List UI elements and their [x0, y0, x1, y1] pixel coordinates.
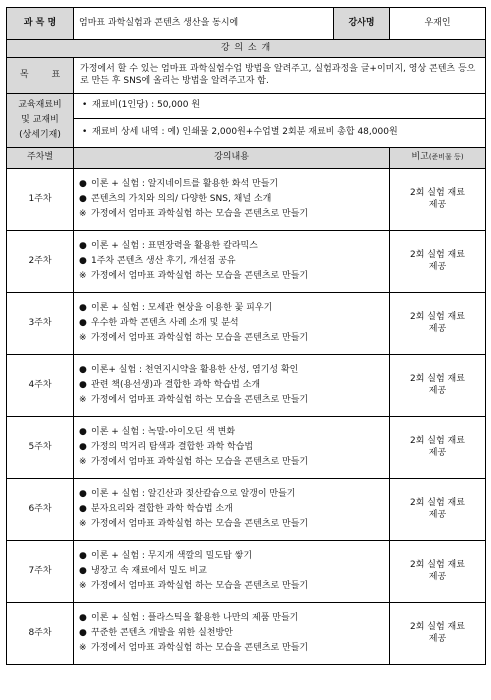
bullet-icon: ●	[79, 179, 87, 189]
remark-line-1: 2회 실험 재료	[410, 312, 465, 323]
content-note	[79, 207, 387, 222]
remark-line-1: 2회 실험 재료	[410, 560, 465, 571]
header-row	[7, 8, 486, 40]
content-line-2	[79, 378, 387, 393]
bullet-icon: ●	[79, 613, 87, 623]
content-note	[79, 455, 387, 470]
content-note	[79, 331, 387, 346]
week-rows	[7, 169, 486, 665]
table-row	[7, 603, 486, 665]
materials-bullet-icon: •	[82, 100, 88, 111]
goal-text: 가정에서 할 수 있는 엄마표 과학실험수업 방법을 알려주고, 실험과정을 글+이미지, 영상 콘텐츠 등으로 만든 후 SNS에 올리는 방법을 알려주고자 함.	[74, 58, 486, 94]
content-line-text: 1주차 콘텐츠 생산 후기, 개선점 공유	[91, 256, 236, 266]
instructor-name: 우재인	[390, 8, 486, 40]
bullet-icon: ●	[79, 504, 87, 514]
remark-line-1: 2회 실험 재료	[410, 374, 465, 385]
content-line-1	[79, 611, 387, 626]
note-mark-icon: ※	[79, 519, 87, 529]
week-content-list	[74, 239, 389, 284]
instructor-label: 강사명	[334, 8, 390, 40]
content-note-text: 가정에서 엄마표 과학실험 하는 모습을 콘텐츠로 만들기	[91, 457, 309, 467]
section-title: 강 의 소 개	[7, 40, 486, 58]
remark-header-sub: (준비물 등)	[428, 153, 464, 162]
goal-label: 목 표	[7, 58, 74, 94]
week-content	[74, 231, 390, 293]
materials-item-detail	[74, 119, 486, 148]
week-content-list	[74, 611, 389, 656]
week-label: 7주차	[7, 541, 74, 603]
content-line-1	[79, 363, 387, 378]
week-remark	[390, 293, 486, 355]
bullet-icon: ●	[79, 365, 87, 375]
week-remark	[390, 603, 486, 665]
remark-line-1: 2회 실험 재료	[410, 436, 465, 447]
materials-item-fee	[74, 94, 486, 119]
bullet-icon: ●	[79, 566, 87, 576]
content-line-2	[79, 564, 387, 579]
content-line-2	[79, 316, 387, 331]
week-content	[74, 541, 390, 603]
content-note	[79, 641, 387, 656]
week-content	[74, 603, 390, 665]
course-name: 엄마표 과학실험과 콘텐츠 생산을 동시에	[74, 8, 334, 40]
content-line-text: 이론+ 실험 : 천연지시약을 활용한 산성, 염기성 확인	[91, 365, 299, 375]
goal-row	[7, 58, 486, 94]
week-label: 3주차	[7, 293, 74, 355]
materials-item-detail-text: 재료비 상세 내역 : 예) 인쇄물 2,000원+수업별 2회분 재료비 총합 48,000원	[92, 127, 398, 138]
section-title-row	[7, 40, 486, 58]
materials-label-line-3: (상세기재)	[19, 130, 61, 140]
content-line-text: 이론 + 실험 : 무지개 색깔의 밀도탑 쌓기	[91, 551, 253, 561]
content-line-text: 이론 + 실험 : 모세관 현상을 이용한 꽃 피우기	[91, 303, 273, 313]
content-note-text: 가정에서 엄마표 과학실험 하는 모습을 콘텐츠로 만들기	[91, 643, 309, 653]
content-line-1	[79, 177, 387, 192]
content-line-1	[79, 301, 387, 316]
week-content-list	[74, 301, 389, 346]
remark-line-2: 제공	[428, 447, 447, 458]
materials-label-line-1: 교육재료비	[18, 100, 62, 110]
content-line-2	[79, 254, 387, 269]
content-line-2	[79, 192, 387, 207]
content-note-text: 가정에서 엄마표 과학실험 하는 모습을 콘텐츠로 만들기	[91, 209, 309, 219]
week-content	[74, 169, 390, 231]
content-line-text: 콘텐츠의 가치와 의의/ 다양한 SNS, 채널 소개	[91, 194, 272, 204]
week-content	[74, 417, 390, 479]
week-remark	[390, 541, 486, 603]
table-row	[7, 479, 486, 541]
note-mark-icon: ※	[79, 581, 87, 591]
content-note-text: 가정에서 엄마표 과학실험 하는 모습을 콘텐츠로 만들기	[91, 581, 309, 591]
remark-line-2: 제공	[428, 199, 447, 210]
content-note-text: 가정에서 엄마표 과학실험 하는 모습을 콘텐츠로 만들기	[91, 333, 309, 343]
week-content	[74, 293, 390, 355]
week-label: 8주차	[7, 603, 74, 665]
week-content	[74, 355, 390, 417]
materials-label	[7, 94, 74, 148]
bullet-icon: ●	[79, 489, 87, 499]
remark-line-2: 제공	[428, 323, 447, 334]
course-name-label: 과 목 명	[7, 8, 74, 40]
remark-line-2: 제공	[428, 633, 447, 644]
content-line-text: 이론 + 실험 : 알긴산과 젖산칼슘으로 알갱이 만들기	[91, 489, 296, 499]
week-content-list	[74, 487, 389, 532]
remark-line-2: 제공	[428, 261, 447, 272]
table-row	[7, 355, 486, 417]
remark-line-1: 2회 실험 재료	[410, 498, 465, 509]
remark-line-2: 제공	[428, 571, 447, 582]
content-line-1	[79, 549, 387, 564]
week-label: 4주차	[7, 355, 74, 417]
content-note	[79, 269, 387, 284]
content-line-2	[79, 626, 387, 641]
content-line-text: 이론 + 실험 : 표면장력을 활용한 칼라믹스	[91, 241, 258, 251]
content-line-text: 우수한 과학 콘텐츠 사례 소개 및 분석	[91, 318, 239, 328]
week-label: 5주차	[7, 417, 74, 479]
content-line-2	[79, 440, 387, 455]
note-mark-icon: ※	[79, 271, 87, 281]
content-line-1	[79, 425, 387, 440]
content-note	[79, 393, 387, 408]
remark-line-1: 2회 실험 재료	[410, 622, 465, 633]
week-remark	[390, 355, 486, 417]
materials-item-fee-text: 재료비(1인당) : 50,000 원	[92, 100, 201, 111]
week-remark	[390, 417, 486, 479]
remark-line-1: 2회 실험 재료	[410, 188, 465, 199]
remark-line-2: 제공	[428, 509, 447, 520]
content-note-text: 가정에서 엄마표 과학실험 하는 모습을 콘텐츠로 만들기	[91, 519, 309, 529]
week-content-list	[74, 177, 389, 222]
content-line-text: 가정의 먹거리 탐색과 결합한 과학 학습법	[91, 442, 254, 452]
materials-label-line-2: 및 교재비	[21, 115, 59, 125]
content-note	[79, 517, 387, 532]
content-line-2	[79, 502, 387, 517]
syllabus-table	[6, 7, 486, 665]
week-content-list	[74, 549, 389, 594]
content-line-text: 꾸준한 콘텐츠 개발을 위한 실천방안	[91, 628, 233, 638]
week-content	[74, 479, 390, 541]
table-row	[7, 293, 486, 355]
week-content-list	[74, 425, 389, 470]
content-line-1	[79, 239, 387, 254]
remark-column-header	[390, 148, 486, 169]
content-line-text: 관련 책(용선생)과 결합한 과학 학습법 소개	[91, 380, 261, 390]
content-line-text: 이론 + 실험 : 녹말-아이오딘 색 변화	[91, 427, 236, 437]
note-mark-icon: ※	[79, 209, 87, 219]
bullet-icon: ●	[79, 194, 87, 204]
content-line-text: 이론 + 실험 : 알지네이트를 활용한 화석 만들기	[91, 179, 279, 189]
week-remark	[390, 169, 486, 231]
week-remark	[390, 231, 486, 293]
week-content-list	[74, 363, 389, 408]
materials-bullet-icon: •	[82, 127, 88, 138]
content-line-text: 분자요리와 결합한 과학 학습법 소개	[91, 504, 233, 514]
materials-row-2	[7, 119, 486, 148]
content-note-text: 가정에서 엄마표 과학실험 하는 모습을 콘텐츠로 만들기	[91, 395, 309, 405]
bullet-icon: ●	[79, 628, 87, 638]
week-label: 6주차	[7, 479, 74, 541]
remark-line-2: 제공	[428, 385, 447, 396]
week-column-header: 주차별	[7, 148, 74, 169]
bullet-icon: ●	[79, 256, 87, 266]
content-note	[79, 579, 387, 594]
remark-header-main: 비고	[411, 152, 429, 163]
note-mark-icon: ※	[79, 395, 87, 405]
bullet-icon: ●	[79, 241, 87, 251]
bullet-icon: ●	[79, 442, 87, 452]
content-note-text: 가정에서 엄마표 과학실험 하는 모습을 콘텐츠로 만들기	[91, 271, 309, 281]
table-row	[7, 417, 486, 479]
note-mark-icon: ※	[79, 643, 87, 653]
week-label: 1주차	[7, 169, 74, 231]
week-label: 2주차	[7, 231, 74, 293]
table-row	[7, 541, 486, 603]
week-remark	[390, 479, 486, 541]
note-mark-icon: ※	[79, 457, 87, 467]
table-row	[7, 231, 486, 293]
remark-line-1: 2회 실험 재료	[410, 250, 465, 261]
bullet-icon: ●	[79, 303, 87, 313]
bullet-icon: ●	[79, 427, 87, 437]
content-line-text: 이론 + 실험 : 플라스틱을 활용한 나만의 제품 만들기	[91, 613, 299, 623]
column-header-row	[7, 148, 486, 169]
content-line-1	[79, 487, 387, 502]
note-mark-icon: ※	[79, 333, 87, 343]
table-row	[7, 169, 486, 231]
bullet-icon: ●	[79, 551, 87, 561]
content-line-text: 냉장고 속 재료에서 밀도 비교	[91, 566, 207, 576]
materials-row-1	[7, 94, 486, 119]
content-column-header: 강의내용	[74, 148, 390, 169]
bullet-icon: ●	[79, 380, 87, 390]
bullet-icon: ●	[79, 318, 87, 328]
